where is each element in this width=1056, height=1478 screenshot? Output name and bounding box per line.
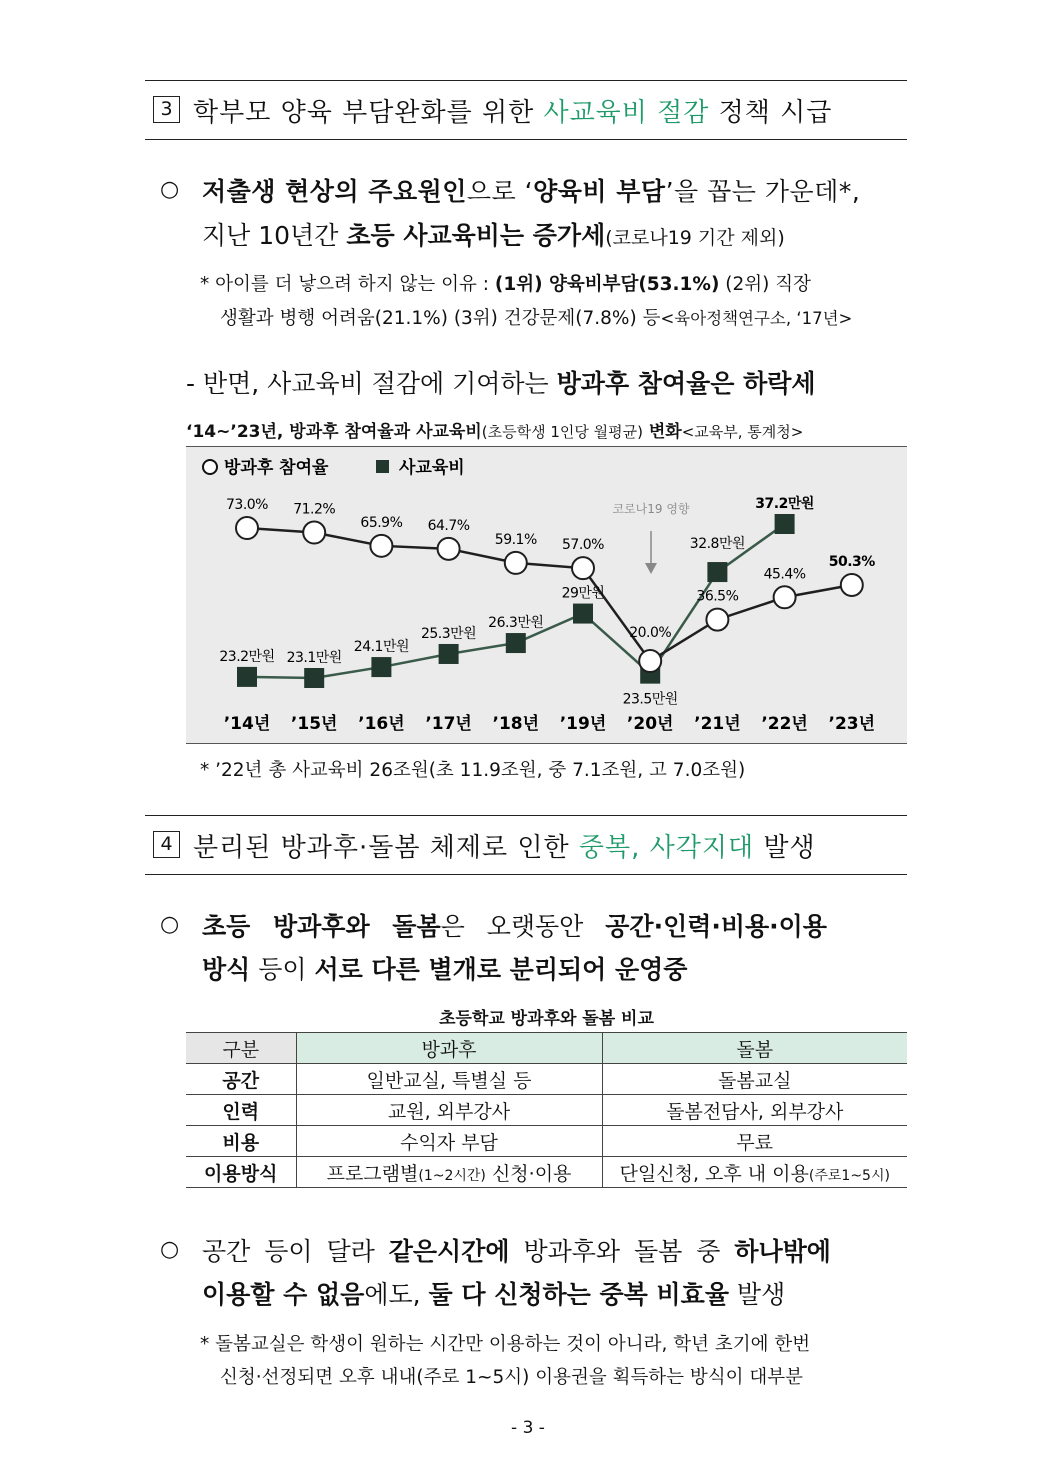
participation-data-label: 71.2% bbox=[293, 501, 336, 518]
participation-point bbox=[370, 535, 392, 557]
x-tick-label: ’20년 bbox=[626, 714, 674, 734]
table-row bbox=[186, 1064, 907, 1095]
row-label: 인력 bbox=[186, 1095, 296, 1126]
bullet1-line2: 지난 10년간 초등 사교육비는 증가세(코로나19 기간 제외) bbox=[202, 221, 785, 250]
bullet3-line1: 공간 등이 달라 같은시간에 방과후와 돌봄 중 하나밖에 bbox=[202, 1237, 831, 1266]
x-tick-label: ’18년 bbox=[492, 714, 540, 734]
chart-box bbox=[186, 446, 907, 744]
cost-data-label: 26.3만원 bbox=[488, 615, 544, 632]
table-row bbox=[186, 1126, 907, 1157]
participation-point bbox=[572, 557, 594, 579]
x-tick-label: ’15년 bbox=[290, 714, 338, 734]
annotation-arrow-head-icon bbox=[645, 563, 657, 574]
line-chart bbox=[186, 447, 907, 745]
participation-data-label: 73.0% bbox=[226, 497, 268, 513]
row-label: 공간 bbox=[186, 1064, 296, 1095]
cell-afterschool: 수익자 부담 bbox=[296, 1126, 602, 1157]
participation-data-label: 65.9% bbox=[360, 514, 403, 531]
participation-data-label: 64.7% bbox=[427, 517, 470, 534]
bullet1-line1: 저출생 현상의 주요원인으로 ‘양육비 부담’을 꼽는 가운데*, bbox=[202, 177, 861, 206]
section-4-header bbox=[145, 815, 907, 875]
chart-caption: ‘14~’23년, 방과후 참여율과 사교육비(초등학생 1인당 월평균) 변화<교육부, 통계청> bbox=[186, 422, 804, 442]
bullet-marker: ○ bbox=[160, 1237, 180, 1262]
cost-point bbox=[573, 604, 593, 624]
participation-point bbox=[639, 650, 661, 672]
section-number: 3 bbox=[153, 96, 180, 123]
cost-point bbox=[237, 667, 257, 687]
cost-data-label: 23.2만원 bbox=[219, 648, 275, 665]
row-label: 비용 bbox=[186, 1126, 296, 1157]
cell-care: 단일신청, 오후 내 이용(주로1~5시) bbox=[602, 1157, 907, 1188]
participation-point bbox=[774, 586, 796, 608]
note3-line1: * 돌봄교실은 학생이 원하는 시간만 이용하는 것이 아니라, 학년 초기에 한번 bbox=[200, 1334, 811, 1355]
header-care: 돌봄 bbox=[602, 1033, 907, 1064]
title-highlight: 사교육비 절감 bbox=[543, 98, 710, 128]
cell-care: 돌봄전담사, 외부강사 bbox=[602, 1095, 907, 1126]
participation-data-label: 36.5% bbox=[696, 588, 739, 605]
participation-data-label: 59.1% bbox=[494, 531, 537, 548]
participation-point bbox=[438, 538, 460, 560]
note2: * ’22년 총 사교육비 26조원(초 11.9조원, 중 7.1조원, 고 7.0조원) bbox=[200, 760, 746, 781]
cost-point bbox=[304, 668, 324, 688]
comparison-table bbox=[186, 1032, 907, 1188]
cost-data-label: 32.8만원 bbox=[689, 536, 746, 553]
table-title: 초등학교 방과후와 돌봄 비교 bbox=[439, 1009, 654, 1029]
cell-afterschool: 교원, 외부강사 bbox=[296, 1095, 602, 1126]
participation-point bbox=[706, 609, 728, 631]
participation-point bbox=[505, 552, 527, 574]
title-text-end: 정책 시급 bbox=[709, 98, 833, 128]
x-tick-label: ’16년 bbox=[358, 714, 405, 734]
participation-series-line bbox=[247, 528, 852, 661]
title-text-end: 발생 bbox=[754, 833, 816, 863]
cost-point bbox=[439, 644, 459, 664]
participation-point bbox=[236, 517, 258, 539]
row-label: 이용방식 bbox=[186, 1157, 296, 1188]
bullet2-line1: 초등 방과후와 돌봄은 오랫동안 공간·인력·비용·이용 bbox=[202, 912, 827, 941]
title-highlight: 중복, 사각지대 bbox=[578, 833, 755, 863]
note1-line1: * 아이를 더 낳으려 하지 않는 이유 : (1위) 양육비부담(53.1%) (2위) 직장 bbox=[200, 274, 812, 295]
bullet2-line2: 방식 등이 서로 다른 별개로 분리되어 운영중 bbox=[202, 955, 688, 984]
x-tick-label: ’21년 bbox=[694, 714, 741, 734]
participation-data-label: 45.4% bbox=[763, 566, 806, 583]
cost-point bbox=[506, 633, 526, 653]
cell-care: 돌봄교실 bbox=[602, 1064, 907, 1095]
participation-data-label: 20.0% bbox=[629, 625, 672, 641]
cost-data-label: 29만원 bbox=[561, 585, 605, 602]
header-category: 구분 bbox=[186, 1033, 296, 1064]
section-number: 4 bbox=[153, 831, 180, 858]
page-number: - 3 - bbox=[511, 1418, 545, 1438]
section-3-header bbox=[145, 80, 907, 140]
participation-point bbox=[841, 574, 863, 596]
bullet3-line2: 이용할 수 없음에도, 둘 다 신청하는 중복 비효율 발생 bbox=[202, 1280, 786, 1309]
legend-circle-icon bbox=[203, 460, 217, 474]
cost-point bbox=[371, 657, 391, 677]
cost-data-label: 37.2만원 bbox=[755, 496, 814, 512]
participation-data-label: 50.3% bbox=[828, 553, 875, 570]
x-tick-label: ’17년 bbox=[425, 714, 472, 734]
chart-annotation: 코로나19 영향 bbox=[612, 502, 690, 516]
x-tick-label: ’14년 bbox=[223, 714, 271, 734]
participation-data-label: 57.0% bbox=[562, 537, 604, 554]
title-text: 분리된 방과후·돌봄 체제로 인한 bbox=[193, 833, 579, 863]
section-title bbox=[193, 827, 816, 864]
table-row bbox=[186, 1095, 907, 1126]
title-text: 학부모 양육 부담완화를 위한 bbox=[193, 98, 544, 128]
legend-label-participation: 방과후 참여율 bbox=[224, 458, 329, 478]
bullet-marker: ○ bbox=[160, 912, 180, 937]
cell-afterschool: 프로그램별(1~2시간) 신청·이용 bbox=[296, 1157, 602, 1188]
table-header-row bbox=[186, 1033, 907, 1064]
cost-data-label: 23.1만원 bbox=[286, 650, 342, 666]
note1-line2: 생활과 병행 어려움(21.1%) (3위) 건강문제(7.8%) 등<육아정책연구소, ‘17년> bbox=[220, 308, 853, 329]
participation-point bbox=[303, 522, 325, 544]
dash-line: - 반면, 사교육비 절감에 기여하는 방과후 참여율은 하락세 bbox=[186, 369, 816, 398]
x-tick-label: ’19년 bbox=[559, 714, 607, 734]
cell-care: 무료 bbox=[602, 1126, 907, 1157]
x-tick-label: ’23년 bbox=[828, 714, 876, 734]
cost-point bbox=[707, 562, 727, 582]
header-afterschool: 방과후 bbox=[296, 1033, 602, 1064]
section-title bbox=[193, 92, 832, 129]
x-tick-label: ’22년 bbox=[761, 714, 808, 734]
bullet-marker: ○ bbox=[160, 177, 180, 202]
legend-square-icon bbox=[376, 460, 389, 473]
cost-data-label: 24.1만원 bbox=[353, 639, 410, 656]
cost-point bbox=[775, 514, 795, 534]
cell-afterschool: 일반교실, 특별실 등 bbox=[296, 1064, 602, 1095]
cost-data-label: 23.5만원 bbox=[622, 691, 678, 708]
legend-label-cost: 사교육비 bbox=[399, 458, 465, 478]
table-row bbox=[186, 1157, 907, 1188]
note3-line2: 신청·선정되면 오후 내내(주로 1~5시) 이용권을 획득하는 방식이 대부분 bbox=[220, 1367, 804, 1388]
cost-data-label: 25.3만원 bbox=[420, 625, 477, 642]
